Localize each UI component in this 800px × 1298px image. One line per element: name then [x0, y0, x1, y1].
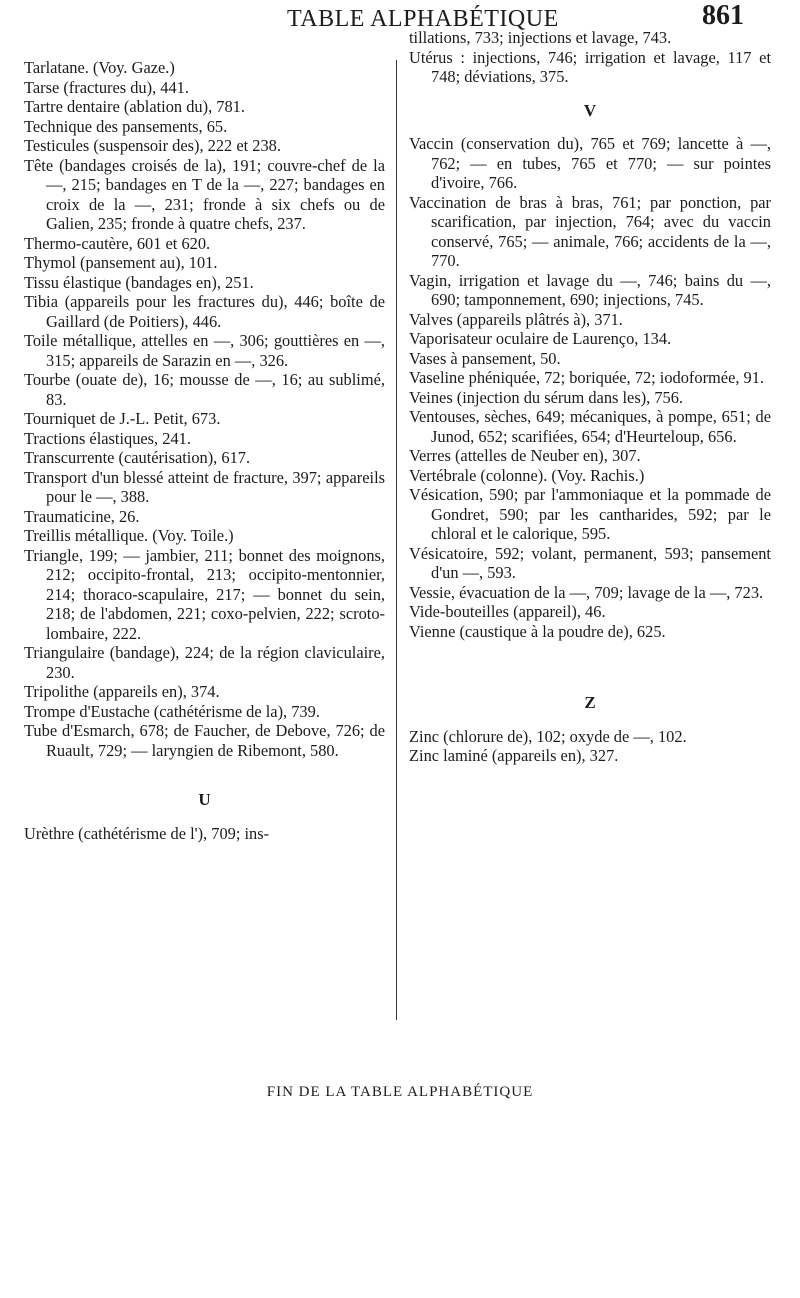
index-entry: Triangle, 199; — jambier, 211; bonnet des moignons, 212; occipito-frontal, 213; occipito-mentonnier, 214; thoraco-scapulaire, 217; — bonnet du sein, 218; de l'abdomen, 221; coxo-pelvien, 222; scroto-lombaire, 222. — [24, 545, 385, 643]
index-entry: Vésication, 590; par l'ammoniaque et la pommade de Gondret, 590; par les cantharides, 592; par le chloral et le calorique, 595. — [409, 485, 771, 543]
index-entry: Vases à pansement, 50. — [409, 348, 561, 368]
index-entry: Vaccination de bras à bras, 761; par ponction, par scarification, par injection, 764; avec du vaccin conservé, 765; — animale, 766; accidents de la —, 770. — [409, 192, 771, 270]
index-entry: Transport d'un blessé atteint de fracture, 397; appareils pour le —, 388. — [24, 467, 385, 506]
index-entry: Tête (bandages croisés de la), 191; couvre-chef de la —, 215; bandages en T de la —, 227; bandages en croix de la —, 231; fronde à six chefs ou de Galien, 235; fronde à quatre chefs, 237. — [24, 155, 385, 233]
index-entry: Vertébrale (colonne). (Voy. Rachis.) — [409, 465, 645, 485]
index-entry: Vienne (caustique à la poudre de), 625. — [409, 621, 666, 641]
index-entry: Toile métallique, attelles en —, 306; gouttières en —, 315; appareils de Sarazin en —, 326. — [24, 331, 385, 370]
section-heading-v: V — [583, 100, 597, 120]
index-entry: Verres (attelles de Neuber en), 307. — [409, 446, 641, 465]
index-entry: Triangulaire (bandage), 224; de la région claviculaire, 230. — [24, 643, 385, 682]
index-entry: Thymol (pansement au), 101. — [24, 253, 218, 272]
index-entry: Tibia (appareils pour les fractures du), 446; boîte de Gaillard (de Poitiers), 446. — [24, 292, 385, 331]
left-column — [24, 58, 385, 843]
index-entry: Technique des pansements, 65. — [24, 116, 228, 136]
index-entry: Vaccin (conservation du), 765 et 769; lancette à —, 762; — en tubes, 765 et 770; — sur pointes d'ivoire, 766. — [409, 134, 771, 192]
index-entry: Vide-bouteilles (appareil), 46. — [409, 602, 606, 621]
index-entry: Tripolithe (appareils en), 374. — [24, 682, 220, 701]
index-entry: Vagin, irrigation et lavage du —, 746; bains du —, 690; tamponnement, 690; injections, 745. — [409, 270, 771, 309]
column-divider — [396, 60, 397, 1020]
index-entry: Vésicatoire, 592; volant, permanent, 593; pansement d'un —, 593. — [409, 543, 771, 582]
index-entry: Traumaticine, 26. — [24, 506, 140, 526]
index-entry-continued: tillations, 733; injections et lavage, 743. — [409, 28, 672, 47]
index-entry: Testicules (suspensoir des), 222 et 238. — [24, 136, 281, 155]
entries-z — [409, 727, 771, 766]
index-entry: Treillis métallique. (Voy. Toile.) — [24, 526, 234, 545]
section-heading-z: Z — [584, 693, 596, 712]
entries-t — [24, 58, 385, 760]
index-entry: Vaseline phéniquée, 72; boriquée, 72; iodoformée, 91. — [409, 368, 765, 387]
right-column — [409, 28, 771, 766]
page-number: 861 — [702, 0, 744, 31]
entries-u-continued — [409, 28, 771, 87]
index-entry: Veines (injection du sérum dans les), 756. — [409, 387, 684, 407]
index-entry: Tourniquet de J.-L. Petit, 673. — [24, 409, 221, 428]
running-title: TABLE ALPHABÉTIQUE — [287, 6, 559, 32]
index-entry: Urèthre (cathétérisme de l'), 709; ins- — [24, 823, 270, 843]
index-entry: Tissu élastique (bandages en), 251. — [24, 272, 254, 292]
index-entry: Zinc laminé (appareils en), 327. — [409, 746, 619, 765]
index-entry: Vaporisateur oculaire de Laurenço, 134. — [409, 329, 672, 348]
index-entry: Transcurrente (cautérisation), 617. — [24, 448, 251, 467]
index-entry: Tractions élastiques, 241. — [24, 428, 191, 448]
index-entry: Valves (appareils plâtrés à), 371. — [409, 309, 623, 329]
entries-v — [409, 134, 771, 641]
index-entry: Tartre dentaire (ablation du), 781. — [24, 97, 245, 116]
end-of-index-note: FIN DE LA TABLE ALPHABÉTIQUE — [266, 1084, 534, 1100]
index-entry: Tourbe (ouate de), 16; mousse de —, 16; au sublimé, 83. — [24, 370, 385, 409]
index-entry: Thermo-cautère, 601 et 620. — [24, 233, 211, 253]
index-entry: Ventouses, sèches, 649; mécaniques, à pompe, 651; de Junod, 652; scarifiées, 654; d'Heurteloup, 656. — [409, 407, 771, 446]
index-entry: Tarlatane. (Voy. Gaze.) — [24, 58, 175, 77]
index-entry: Vessie, évacuation de la —, 709; lavage de la —, 723. — [409, 582, 764, 602]
entries-u — [24, 824, 385, 844]
index-entry: Zinc (chlorure de), 102; oxyde de —, 102. — [409, 726, 687, 746]
index-entry: Tube d'Esmarch, 678; de Faucher, de Debove, 726; de Ruault, 729; — laryngien de Ribemont, 580. — [24, 721, 385, 760]
section-heading-u: U — [198, 790, 211, 809]
index-entry: Tarse (fractures du), 441. — [24, 77, 189, 97]
index-entry: Trompe d'Eustache (cathétérisme de la), 739. — [24, 701, 320, 721]
index-entry: Utérus : injections, 746; irrigation et lavage, 117 et 748; déviations, 375. — [409, 47, 771, 86]
